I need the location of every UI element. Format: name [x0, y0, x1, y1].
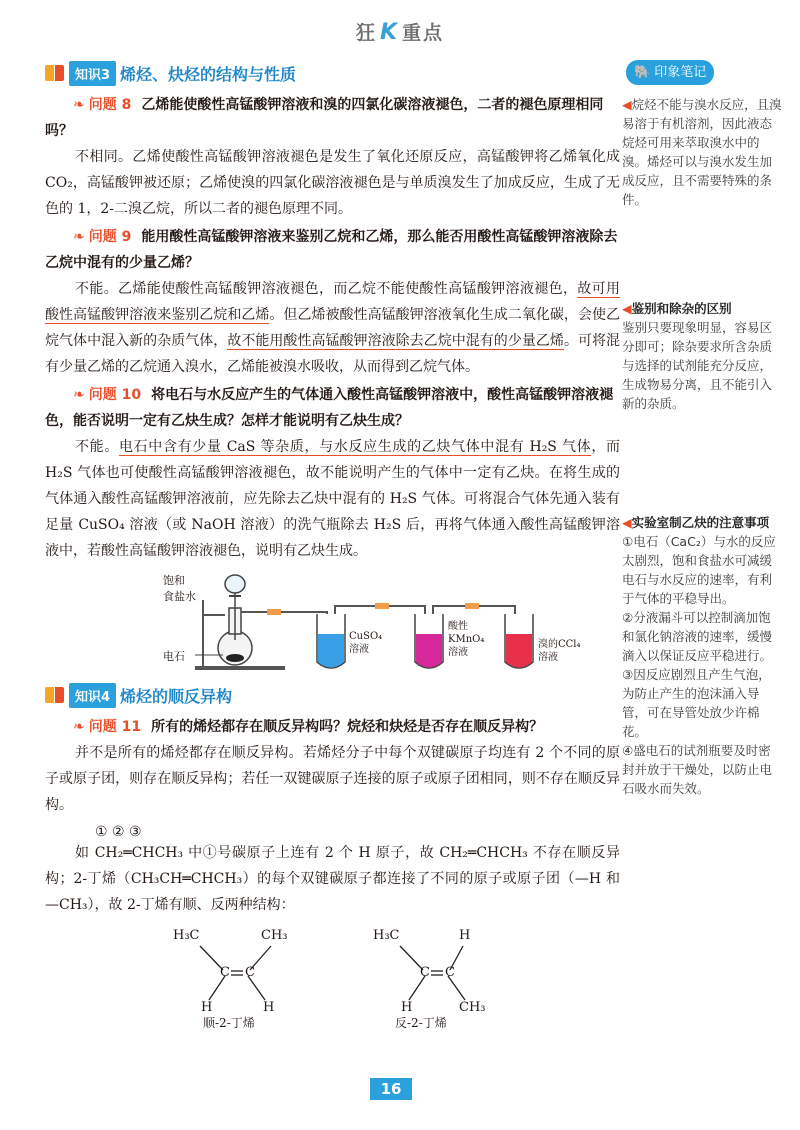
underlined-text: 电石中含有少量 CaS 等杂质，与水反应生成的乙炔气体中混有 H₂S 气体 — [118, 439, 592, 455]
separatory-funnel — [225, 575, 245, 593]
question-text: 所有的烯烃都存在顺反异构吗？烷烃和炔烃是否存在顺反异构？ — [151, 719, 544, 735]
question-8 — [45, 92, 620, 144]
elephant-icon: 🐘 — [634, 65, 651, 80]
brand-k-logo: K — [379, 20, 400, 45]
stand-base — [195, 666, 285, 670]
trans-h2: H — [401, 1000, 413, 1015]
section-4-header — [45, 682, 620, 708]
tube2-label: 酸性 KMnO₄ 溶液 — [448, 621, 485, 658]
question-number: 问题 11 — [88, 719, 142, 735]
kmno4-liquid — [416, 634, 442, 668]
answer-part: ，而 H₂S 气体也可使酸性高锰酸钾溶液褪色，故不能说明产生的气体中一定有乙炔。在将生成的气体通入酸性高锰酸钾溶液前，应先除去乙炔中混有的 H₂S 气体。可将混合气体先通入装有足量 CuSO₄ 溶液（或 NaOH 溶液）的洗气瓶除去 H₂S 后，再将气体通入酸性高锰酸钾溶液中，若酸性高锰酸钾溶液褪色，说明有乙炔生成。 — [45, 439, 620, 559]
triangle-icon: ◀ — [622, 301, 632, 316]
book-icon — [45, 686, 65, 704]
triangle-icon: ◀ — [622, 515, 632, 530]
tube3-label: 溴的CCl₄ 溶液 — [538, 639, 581, 663]
trans-ch3: CH₃ — [459, 1000, 486, 1015]
sidebar-notes — [622, 60, 782, 798]
section-title: 烯烃的顺反异构 — [120, 686, 233, 706]
rubber-joint — [465, 603, 479, 609]
answer-part: 。但乙烯被酸性高锰酸钾溶液氧化生成二氧化碳，会使乙烷气体中混入新的杂质气体， — [45, 307, 621, 349]
cis-c2: C — [245, 965, 255, 980]
question-9 — [45, 224, 620, 276]
triangle-icon: ◀ — [622, 97, 632, 112]
leaf-icon: ❧ — [73, 229, 85, 245]
trans-c1: C — [420, 965, 430, 980]
isomer-structures — [45, 922, 620, 1030]
question-11 — [45, 714, 620, 740]
tube-1 — [241, 612, 327, 658]
section-title: 烯烃、炔烃的结构与性质 — [120, 64, 297, 84]
answer-part: 。可将混有少量乙烯的乙烷通入溴水，乙烯能被溴水吸收，从而得到乙烷气体。 — [45, 333, 621, 375]
leaf-icon: ❧ — [73, 387, 85, 403]
trans-label: 反-2-丁烯 — [395, 1016, 447, 1030]
question-text: 乙烯能使酸性高锰酸钾溶液和溴的四氯化碳溶液褪色，二者的褪色原理相同吗？ — [45, 97, 604, 139]
trans-c2: C — [445, 965, 455, 980]
brand-header — [0, 18, 800, 45]
trans-h3c: H₃C — [373, 928, 400, 943]
answer-part: 不能。乙烯能使酸性高锰酸钾溶液褪色，而乙烷不能使酸性高锰酸钾溶液褪色， — [75, 281, 578, 297]
acetylene-apparatus-diagram — [45, 570, 620, 680]
brand-right: 重点 — [402, 22, 445, 44]
cis-h2: H — [263, 1000, 275, 1015]
answer-10 — [45, 434, 620, 564]
cis-h1: H — [201, 1000, 213, 1015]
answer-11: 并不是所有的烯烃都存在顺反异构。若烯烃分子中每个双键碳原子均连有 2 个不同的原子或原子团，则存在顺反异构；若任一双键碳原子连接的原子或原子团相同，则不存在顺反异构。 — [45, 745, 620, 813]
leaf-icon: ❧ — [73, 719, 85, 735]
section-badge: 知识4 — [69, 683, 116, 708]
structures-svg — [45, 922, 620, 1027]
cis-h3c: H₃C — [173, 928, 200, 943]
page-number: 16 — [370, 1078, 412, 1100]
rubber-joint — [267, 609, 281, 615]
section-3-header — [45, 60, 620, 86]
question-number: 问题 9 — [88, 229, 132, 245]
sidebar-header — [626, 60, 714, 85]
apparatus-svg — [45, 570, 620, 680]
cis-label: 顺-2-丁烯 — [203, 1016, 255, 1030]
question-text: 将电石与水反应产生的气体通入酸性高锰酸钾溶液中，酸性高锰酸钾溶液褪色，能否说明一定有乙炔生成？怎样才能说明有乙炔生成？ — [45, 387, 614, 429]
answer-8: 不相同。乙烯使酸性高锰酸钾溶液褪色是发生了氧化还原反应，高锰酸钾将乙烯氧化成 CO₂，高锰酸钾被还原；乙烯使溴的四氯化碳溶液褪色是与单质溴发生了加成反应，生成了无色的 1，2-二溴乙烷，所以二者的褪色原理不同。 — [45, 149, 620, 217]
brand-left: 狂 — [355, 22, 377, 44]
question-number: 问题 10 — [88, 387, 142, 403]
cis-c1: C — [220, 965, 230, 980]
book-icon — [45, 64, 65, 82]
calcium-carbide — [226, 654, 244, 662]
main-column — [45, 60, 621, 1030]
bromine-liquid — [506, 634, 532, 668]
note-3: ◀实验室制乙炔的注意事项 ①电石（CaC₂）与水的反应太剧烈，饱和食盐水可减缓电石与水反应的速率，有利于气体的平稳导出。 ②分液漏斗可以控制滴加饱和氯化钠溶液的速率，缓慢滴入以保证反应平稳进行。 ③因反应剧烈且产生气泡，为防止产生的泡沫涌入导管，可在导管处放少许棉花。 ④盛电石的试剂瓶要及时密封并放于干燥处，以防止电石吸水而失效。 — [622, 515, 776, 796]
answer-11-example: 如 CH₂═CHCH₃ 中①号碳原子上连有 2 个 H 原子，故 CH₂═CHCH₃ 不存在顺反异构；2-丁烯（CH₃CH═CHCH₃）的每个双键碳原子都连接了不同的原子或原子团（—H 和—CH₃），故 2-丁烯有顺、反两种结构： — [45, 845, 620, 913]
note-2: ◀鉴别和除杂的区别 鉴别只要现象明显，容易区分即可；除杂要求所含杂质与选择的试剂能充分反应，生成物易分离，且不能引入新的杂质。 — [622, 301, 773, 411]
rubber-joint — [375, 603, 389, 609]
underlined-text: 故不能用酸性高锰酸钾溶液除去乙烷中混有的少量乙烯 — [227, 333, 564, 349]
carbon-numbers: ① ② ③ — [95, 824, 142, 840]
answer-9 — [45, 276, 620, 380]
trans-h: H — [459, 928, 471, 943]
question-number: 问题 8 — [88, 97, 132, 113]
flask-label: 电石 — [163, 650, 185, 663]
cuso4-liquid — [318, 634, 344, 668]
question-10 — [45, 382, 620, 434]
question-text: 能用酸性高锰酸钾溶液来鉴别乙烷和乙烯，那么能否用酸性高锰酸钾溶液除去乙烷中混有的少量乙烯？ — [45, 229, 618, 271]
funnel-label: 饱和 食盐水 — [163, 574, 196, 603]
leaf-icon: ❧ — [73, 97, 85, 113]
section-badge: 知识3 — [69, 61, 116, 86]
sidebar-title: 印象笔记 — [654, 65, 707, 80]
underlined-text: 故可用酸性高锰酸钾溶液来鉴别乙烷和乙烯 — [45, 281, 620, 323]
note-1: ◀烷烃不能与溴水反应，且溴易溶于有机溶剂，因此液态烷烃可用来萃取溴水中的溴。烯烃可以与溴水发生加成反应，且不需要特殊的条件。 — [622, 97, 782, 207]
tube1-label: CuSO₄ 溶液 — [349, 631, 383, 655]
answer-part: 不能。 — [75, 439, 119, 455]
cis-ch3: CH₃ — [261, 928, 288, 943]
